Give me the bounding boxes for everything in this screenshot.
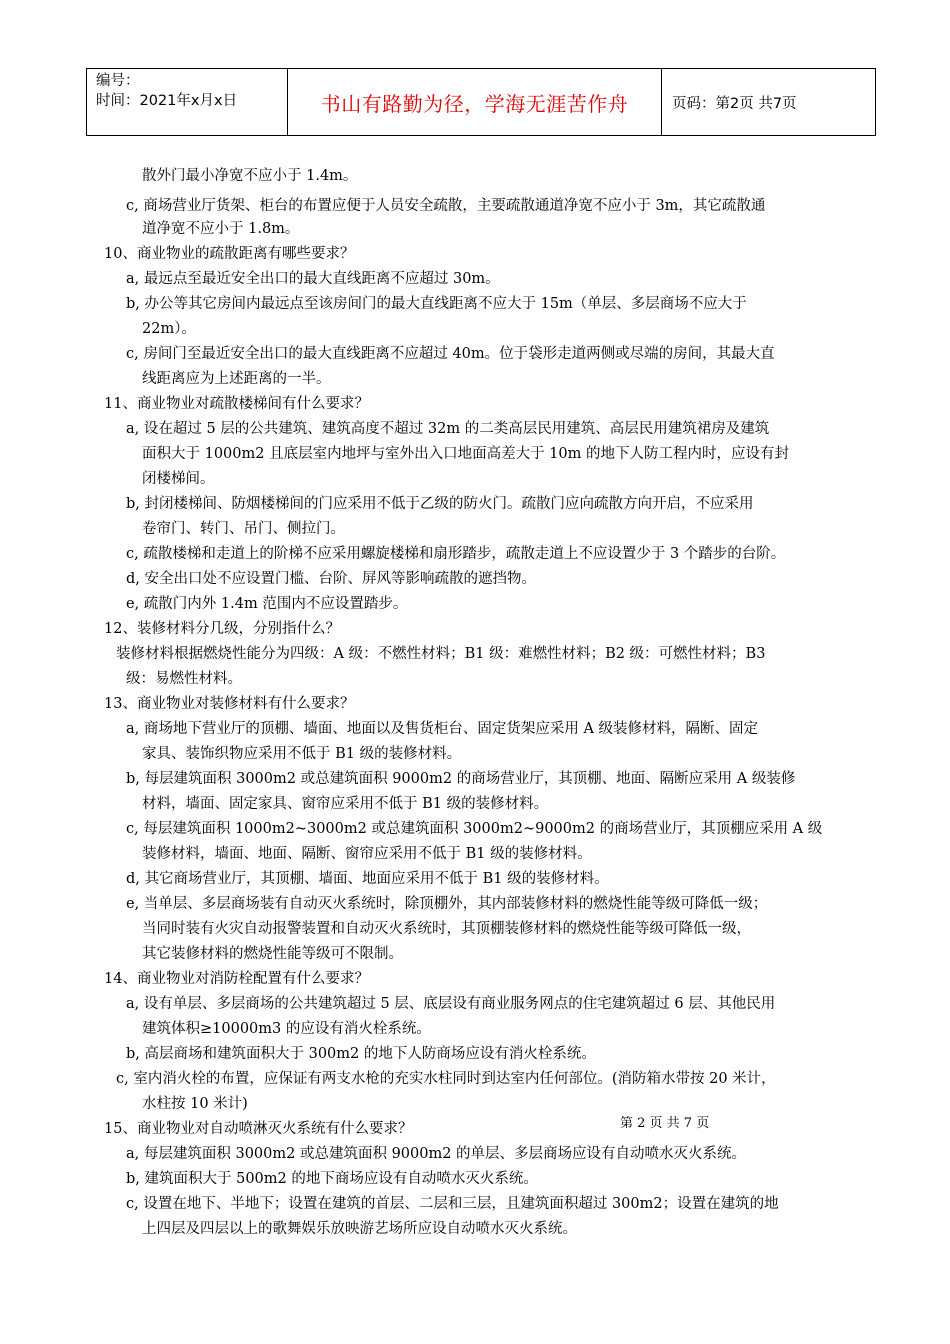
- text-line: c, 室内消火栓的布置，应保证有两支水枪的充实水柱同时到达室内任何部位。(消防箱水带按 20 米计，: [116, 1071, 776, 1087]
- section-heading: 12、装修材料分几级，分别指什么？: [104, 621, 340, 637]
- text-line: a, 设有单层、多层商场的公共建筑超过 5 层、底层设有商业服务网点的住宅建筑超过 6 层、其他民用: [126, 996, 776, 1012]
- text-line: c, 每层建筑面积 1000m2~3000m2 或总建筑面积 3000m2~9000m2 的商场营业厅，其顶棚应采用 A 级: [126, 821, 823, 837]
- text-line: 材料，墙面、固定家具、窗帘应采用不低于 B1 级的装修材料。: [142, 796, 549, 812]
- text-line: d, 安全出口处不应设置门槛、台阶、屏风等影响疏散的遮挡物。: [126, 571, 536, 587]
- header-meta: [87, 69, 288, 135]
- section-heading: 14、商业物业对消防栓配置有什么要求？: [104, 971, 369, 987]
- text-line: b, 高层商场和建筑面积大于 300m2 的地下人防商场应设有消火栓系统。: [126, 1046, 596, 1062]
- text-line: b, 办公等其它房间内最远点至该房间门的最大直线距离不应大于 15m（单层、多层商场不应大于: [126, 296, 747, 312]
- section-heading: 15、商业物业对自动喷淋灭火系统有什么要求？: [104, 1121, 413, 1137]
- text-line: b, 每层建筑面积 3000m2 或总建筑面积 9000m2 的商场营业厅，其顶棚、地面、隔断应采用 A 级装修: [126, 771, 796, 787]
- text-line: c, 商场营业厅货架、柜台的布置应便于人员安全疏散，主要疏散通道净宽不应小于 3m，其它疏散通: [126, 198, 766, 214]
- text-line: 当同时装有火灾自动报警装置和自动灭火系统时，其顶棚装修材料的燃烧性能等级可降低一级，: [142, 921, 751, 937]
- text-line: 家具、装饰织物应采用不低于 B1 级的装修材料。: [142, 746, 462, 762]
- text-line: 闭楼梯间。: [142, 471, 215, 487]
- text-line: 上四层及四层以上的歌舞娱乐放映游艺场所应设自动喷水灭火系统。: [142, 1221, 577, 1237]
- text-line: d, 其它商场营业厅，其顶棚、墙面、地面应采用不低于 B1 级的装修材料。: [126, 871, 609, 887]
- text-line: a, 最远点至最近安全出口的最大直线距离不应超过 30m。: [126, 271, 500, 287]
- text-line: a, 设在超过 5 层的公共建筑、建筑高度不超过 32m 的二类高层民用建筑、高层民用建筑裙房及建筑: [126, 421, 770, 437]
- time-label: 时间：2021年x月x日: [96, 93, 238, 109]
- header-motto: 书山有路勤为径，学海无涯苦作舟: [288, 69, 662, 135]
- text-line: c, 房间门至最近安全出口的最大直线距离不应超过 40m。位于袋形走道两侧或尽端的房间，其最大直: [126, 346, 775, 362]
- text-line: 装修材料根据燃烧性能分为四级：A 级：不燃性材料；B1 级：难燃性材料；B2 级：可燃性材料；B3: [116, 646, 766, 662]
- text-line: 建筑体积≥10000m3 的应设有消火栓系统。: [142, 1021, 431, 1037]
- text-line: 水柱按 10 米计): [142, 1096, 248, 1112]
- text-line: e, 疏散门内外 1.4m 范围内不应设置踏步。: [126, 596, 408, 612]
- header-page-label: 页码：第2页 共7页: [672, 95, 797, 112]
- text-line: 卷帘门、转门、吊门、侧拉门。: [142, 521, 345, 537]
- text-line: 散外门最小净宽不应小于 1.4m。: [142, 168, 358, 184]
- text-line: 线距离应为上述距离的一半。: [142, 371, 331, 387]
- text-line: 面积大于 1000m2 且底层室内地坪与室外出入口地面高差大于 10m 的地下人防工程内时，应设有封: [142, 446, 790, 462]
- text-line: 装修材料，墙面、地面、隔断、窗帘应采用不低于 B1 级的装修材料。: [142, 846, 592, 862]
- page-number-footer: 第 2 页 共 7 页: [620, 1116, 710, 1131]
- section-heading: 11、商业物业对疏散楼梯间有什么要求？: [104, 396, 369, 412]
- text-line: 22m）。: [142, 321, 196, 337]
- page-header: [86, 68, 876, 136]
- text-line: 道净宽不应小于 1.8m。: [142, 221, 300, 237]
- text-line: 级：易燃性材料。: [126, 671, 242, 687]
- text-line: a, 每层建筑面积 3000m2 或总建筑面积 9000m2 的单层、多层商场应设有自动喷水灭火系统。: [126, 1146, 747, 1162]
- text-line: c, 设置在地下、半地下；设置在建筑的首层、二层和三层，且建筑面积超过 300m2；设置在建筑的地: [126, 1196, 779, 1212]
- text-line: b, 建筑面积大于 500m2 的地下商场应设有自动喷水灭火系统。: [126, 1171, 538, 1187]
- text-line: a, 商场地下营业厅的顶棚、墙面、地面以及售货柜台、固定货架应采用 A 级装修材料，隔断、固定: [126, 721, 759, 737]
- text-line: 其它装修材料的燃烧性能等级可不限制。: [142, 946, 403, 962]
- number-label: 编号：: [96, 73, 140, 89]
- section-heading: 10、商业物业的疏散距离有哪些要求？: [104, 246, 355, 262]
- section-heading: 13、商业物业对装修材料有什么要求？: [104, 696, 355, 712]
- text-line: e, 当单层、多层商场装有自动灭火系统时，除顶棚外，其内部装修材料的燃烧性能等级可降低一级；: [126, 896, 768, 912]
- text-line: b, 封闭楼梯间、防烟楼梯间的门应采用不低于乙级的防火门。疏散门应向疏散方向开启，不应采用: [126, 496, 754, 512]
- text-line: c, 疏散楼梯和走道上的阶梯不应采用螺旋楼梯和扇形踏步，疏散走道上不应设置少于 3 个踏步的台阶。: [126, 546, 786, 562]
